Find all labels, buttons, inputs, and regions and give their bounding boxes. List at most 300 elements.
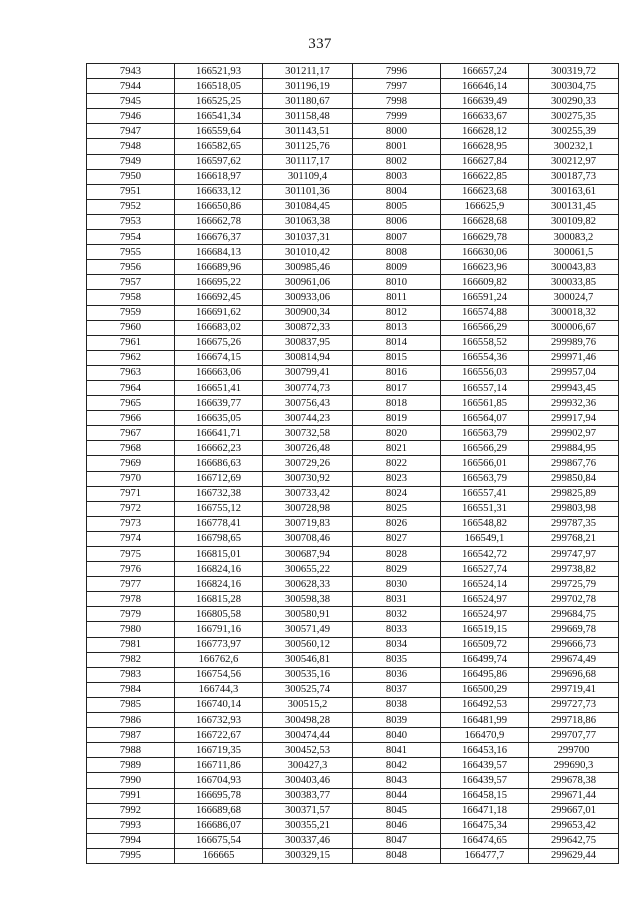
x-coordinate-left-cell: 166740,14 xyxy=(175,697,263,712)
point-number-right-cell: 8009 xyxy=(353,260,441,275)
x-coordinate-right-cell: 166628,68 xyxy=(441,214,529,229)
x-coordinate-right-cell: 166657,24 xyxy=(441,64,529,79)
table-row xyxy=(87,471,619,486)
table-row xyxy=(87,788,619,803)
x-coordinate-right-cell: 166470,9 xyxy=(441,728,529,743)
y-coordinate-left-cell: 300719,83 xyxy=(263,516,353,531)
table-row xyxy=(87,713,619,728)
y-coordinate-left-cell: 300498,28 xyxy=(263,713,353,728)
x-coordinate-left-cell: 166674,15 xyxy=(175,350,263,365)
point-number-left-cell: 7979 xyxy=(87,607,175,622)
y-coordinate-left-cell: 300933,06 xyxy=(263,290,353,305)
point-number-right-cell: 7997 xyxy=(353,79,441,94)
point-number-left-cell: 7991 xyxy=(87,788,175,803)
x-coordinate-left-cell: 166712,69 xyxy=(175,471,263,486)
point-number-right-cell: 8048 xyxy=(353,848,441,863)
x-coordinate-right-cell: 166439,57 xyxy=(441,758,529,773)
x-coordinate-right-cell: 166561,85 xyxy=(441,396,529,411)
point-number-left-cell: 7949 xyxy=(87,154,175,169)
y-coordinate-right-cell: 299669,78 xyxy=(529,622,619,637)
y-coordinate-right-cell: 300033,85 xyxy=(529,275,619,290)
table-row xyxy=(87,64,619,79)
y-coordinate-left-cell: 300329,15 xyxy=(263,848,353,863)
point-number-left-cell: 7995 xyxy=(87,848,175,863)
coordinates-table xyxy=(86,63,619,864)
x-coordinate-right-cell: 166627,84 xyxy=(441,154,529,169)
y-coordinate-right-cell: 299727,73 xyxy=(529,697,619,712)
table-row xyxy=(87,396,619,411)
point-number-right-cell: 8015 xyxy=(353,350,441,365)
y-coordinate-left-cell: 300452,53 xyxy=(263,743,353,758)
y-coordinate-right-cell: 300043,83 xyxy=(529,260,619,275)
table-row xyxy=(87,184,619,199)
point-number-left-cell: 7952 xyxy=(87,199,175,214)
table-row xyxy=(87,818,619,833)
y-coordinate-left-cell: 300730,92 xyxy=(263,471,353,486)
table-row xyxy=(87,169,619,184)
y-coordinate-right-cell: 300319,72 xyxy=(529,64,619,79)
x-coordinate-right-cell: 166556,03 xyxy=(441,365,529,380)
y-coordinate-left-cell: 300535,16 xyxy=(263,667,353,682)
table-row xyxy=(87,335,619,350)
y-coordinate-right-cell: 300006,67 xyxy=(529,320,619,335)
table-row xyxy=(87,743,619,758)
point-number-right-cell: 8000 xyxy=(353,124,441,139)
x-coordinate-right-cell: 166625,9 xyxy=(441,199,529,214)
x-coordinate-left-cell: 166651,41 xyxy=(175,380,263,395)
point-number-right-cell: 8033 xyxy=(353,622,441,637)
point-number-right-cell: 8024 xyxy=(353,486,441,501)
x-coordinate-left-cell: 166675,54 xyxy=(175,833,263,848)
table-row xyxy=(87,486,619,501)
point-number-right-cell: 8045 xyxy=(353,803,441,818)
point-number-left-cell: 7958 xyxy=(87,290,175,305)
y-coordinate-right-cell: 300255,39 xyxy=(529,124,619,139)
point-number-right-cell: 8046 xyxy=(353,818,441,833)
x-coordinate-right-cell: 166591,24 xyxy=(441,290,529,305)
table-row xyxy=(87,230,619,245)
point-number-left-cell: 7972 xyxy=(87,501,175,516)
point-number-left-cell: 7988 xyxy=(87,743,175,758)
x-coordinate-right-cell: 166630,06 xyxy=(441,245,529,260)
x-coordinate-left-cell: 166521,93 xyxy=(175,64,263,79)
y-coordinate-left-cell: 301196,19 xyxy=(263,79,353,94)
table-row xyxy=(87,350,619,365)
x-coordinate-left-cell: 166663,06 xyxy=(175,365,263,380)
x-coordinate-right-cell: 166566,01 xyxy=(441,456,529,471)
table-row xyxy=(87,365,619,380)
table-row xyxy=(87,214,619,229)
point-number-left-cell: 7947 xyxy=(87,124,175,139)
y-coordinate-left-cell: 300355,21 xyxy=(263,818,353,833)
point-number-left-cell: 7994 xyxy=(87,833,175,848)
x-coordinate-left-cell: 166762,6 xyxy=(175,652,263,667)
x-coordinate-left-cell: 166541,34 xyxy=(175,109,263,124)
table-row xyxy=(87,516,619,531)
x-coordinate-left-cell: 166683,02 xyxy=(175,320,263,335)
y-coordinate-left-cell: 300732,58 xyxy=(263,426,353,441)
x-coordinate-left-cell: 166704,93 xyxy=(175,773,263,788)
table-row xyxy=(87,199,619,214)
y-coordinate-left-cell: 300733,42 xyxy=(263,486,353,501)
point-number-right-cell: 8004 xyxy=(353,184,441,199)
x-coordinate-left-cell: 166815,28 xyxy=(175,592,263,607)
point-number-right-cell: 8035 xyxy=(353,652,441,667)
y-coordinate-left-cell: 300744,23 xyxy=(263,411,353,426)
x-coordinate-left-cell: 166824,16 xyxy=(175,562,263,577)
point-number-right-cell: 8031 xyxy=(353,592,441,607)
y-coordinate-left-cell: 300729,26 xyxy=(263,456,353,471)
point-number-left-cell: 7983 xyxy=(87,667,175,682)
x-coordinate-left-cell: 166684,13 xyxy=(175,245,263,260)
x-coordinate-right-cell: 166557,41 xyxy=(441,486,529,501)
x-coordinate-left-cell: 166686,63 xyxy=(175,456,263,471)
table-row xyxy=(87,531,619,546)
point-number-left-cell: 7985 xyxy=(87,697,175,712)
y-coordinate-left-cell: 300598,38 xyxy=(263,592,353,607)
table-row xyxy=(87,833,619,848)
point-number-left-cell: 7961 xyxy=(87,335,175,350)
y-coordinate-right-cell: 299989,76 xyxy=(529,335,619,350)
x-coordinate-right-cell: 166646,14 xyxy=(441,79,529,94)
table-row xyxy=(87,758,619,773)
table-row xyxy=(87,728,619,743)
point-number-right-cell: 8001 xyxy=(353,139,441,154)
point-number-left-cell: 7956 xyxy=(87,260,175,275)
y-coordinate-left-cell: 300837,95 xyxy=(263,335,353,350)
point-number-right-cell: 8013 xyxy=(353,320,441,335)
point-number-left-cell: 7969 xyxy=(87,456,175,471)
y-coordinate-right-cell: 299867,76 xyxy=(529,456,619,471)
table-row xyxy=(87,109,619,124)
point-number-left-cell: 7963 xyxy=(87,365,175,380)
point-number-right-cell: 7999 xyxy=(353,109,441,124)
x-coordinate-right-cell: 166471,18 xyxy=(441,803,529,818)
x-coordinate-left-cell: 166815,01 xyxy=(175,547,263,562)
table-row xyxy=(87,622,619,637)
y-coordinate-right-cell: 299747,97 xyxy=(529,547,619,562)
table-row xyxy=(87,562,619,577)
x-coordinate-right-cell: 166527,74 xyxy=(441,562,529,577)
point-number-left-cell: 7945 xyxy=(87,94,175,109)
y-coordinate-right-cell: 299803,98 xyxy=(529,501,619,516)
table-row xyxy=(87,682,619,697)
point-number-right-cell: 8043 xyxy=(353,773,441,788)
y-coordinate-right-cell: 299667,01 xyxy=(529,803,619,818)
point-number-left-cell: 7950 xyxy=(87,169,175,184)
x-coordinate-right-cell: 166477,7 xyxy=(441,848,529,863)
point-number-right-cell: 8019 xyxy=(353,411,441,426)
point-number-right-cell: 8018 xyxy=(353,396,441,411)
y-coordinate-left-cell: 300687,94 xyxy=(263,547,353,562)
point-number-right-cell: 8026 xyxy=(353,516,441,531)
y-coordinate-left-cell: 300728,98 xyxy=(263,501,353,516)
point-number-left-cell: 7964 xyxy=(87,380,175,395)
y-coordinate-left-cell: 301109,4 xyxy=(263,169,353,184)
point-number-right-cell: 8029 xyxy=(353,562,441,577)
y-coordinate-left-cell: 301037,31 xyxy=(263,230,353,245)
y-coordinate-right-cell: 299943,45 xyxy=(529,380,619,395)
table-row xyxy=(87,637,619,652)
table-row xyxy=(87,94,619,109)
y-coordinate-right-cell: 299719,41 xyxy=(529,682,619,697)
y-coordinate-left-cell: 300580,91 xyxy=(263,607,353,622)
point-number-left-cell: 7948 xyxy=(87,139,175,154)
y-coordinate-right-cell: 299957,04 xyxy=(529,365,619,380)
table-row xyxy=(87,803,619,818)
x-coordinate-right-cell: 166554,36 xyxy=(441,350,529,365)
table-row xyxy=(87,305,619,320)
y-coordinate-right-cell: 299707,77 xyxy=(529,728,619,743)
y-coordinate-right-cell: 300290,33 xyxy=(529,94,619,109)
y-coordinate-right-cell: 300131,45 xyxy=(529,199,619,214)
x-coordinate-right-cell: 166439,57 xyxy=(441,773,529,788)
y-coordinate-left-cell: 300900,34 xyxy=(263,305,353,320)
point-number-left-cell: 7955 xyxy=(87,245,175,260)
y-coordinate-right-cell: 299671,44 xyxy=(529,788,619,803)
point-number-left-cell: 7976 xyxy=(87,562,175,577)
x-coordinate-left-cell: 166778,41 xyxy=(175,516,263,531)
y-coordinate-right-cell: 299787,35 xyxy=(529,516,619,531)
y-coordinate-left-cell: 301211,17 xyxy=(263,64,353,79)
y-coordinate-left-cell: 300560,12 xyxy=(263,637,353,652)
point-number-left-cell: 7962 xyxy=(87,350,175,365)
y-coordinate-left-cell: 300814,94 xyxy=(263,350,353,365)
x-coordinate-left-cell: 166732,93 xyxy=(175,713,263,728)
y-coordinate-right-cell: 299850,84 xyxy=(529,471,619,486)
x-coordinate-right-cell: 166566,29 xyxy=(441,320,529,335)
x-coordinate-right-cell: 166495,86 xyxy=(441,667,529,682)
table-row xyxy=(87,456,619,471)
x-coordinate-left-cell: 166754,56 xyxy=(175,667,263,682)
point-number-right-cell: 7996 xyxy=(353,64,441,79)
table-row xyxy=(87,547,619,562)
point-number-right-cell: 8027 xyxy=(353,531,441,546)
point-number-left-cell: 7943 xyxy=(87,64,175,79)
y-coordinate-right-cell: 299642,75 xyxy=(529,833,619,848)
y-coordinate-left-cell: 301010,42 xyxy=(263,245,353,260)
point-number-left-cell: 7982 xyxy=(87,652,175,667)
x-coordinate-right-cell: 166499,74 xyxy=(441,652,529,667)
x-coordinate-right-cell: 166623,68 xyxy=(441,184,529,199)
x-coordinate-left-cell: 166689,96 xyxy=(175,260,263,275)
point-number-left-cell: 7980 xyxy=(87,622,175,637)
x-coordinate-right-cell: 166563,79 xyxy=(441,426,529,441)
x-coordinate-right-cell: 166551,31 xyxy=(441,501,529,516)
point-number-right-cell: 8023 xyxy=(353,471,441,486)
y-coordinate-right-cell: 299696,68 xyxy=(529,667,619,682)
x-coordinate-left-cell: 166597,62 xyxy=(175,154,263,169)
y-coordinate-left-cell: 300774,73 xyxy=(263,380,353,395)
y-coordinate-left-cell: 301158,48 xyxy=(263,109,353,124)
point-number-left-cell: 7944 xyxy=(87,79,175,94)
y-coordinate-right-cell: 299700 xyxy=(529,743,619,758)
x-coordinate-right-cell: 166558,52 xyxy=(441,335,529,350)
x-coordinate-left-cell: 166633,12 xyxy=(175,184,263,199)
table-row xyxy=(87,577,619,592)
x-coordinate-left-cell: 166686,07 xyxy=(175,818,263,833)
x-coordinate-right-cell: 166629,78 xyxy=(441,230,529,245)
x-coordinate-right-cell: 166548,82 xyxy=(441,516,529,531)
point-number-left-cell: 7978 xyxy=(87,592,175,607)
point-number-left-cell: 7992 xyxy=(87,803,175,818)
point-number-left-cell: 7967 xyxy=(87,426,175,441)
y-coordinate-left-cell: 300961,06 xyxy=(263,275,353,290)
table-row xyxy=(87,290,619,305)
point-number-right-cell: 8032 xyxy=(353,607,441,622)
x-coordinate-left-cell: 166695,78 xyxy=(175,788,263,803)
y-coordinate-right-cell: 299884,95 xyxy=(529,441,619,456)
y-coordinate-left-cell: 300546,81 xyxy=(263,652,353,667)
point-number-right-cell: 8014 xyxy=(353,335,441,350)
point-number-left-cell: 7957 xyxy=(87,275,175,290)
point-number-right-cell: 8002 xyxy=(353,154,441,169)
y-coordinate-right-cell: 299725,79 xyxy=(529,577,619,592)
y-coordinate-left-cell: 301117,17 xyxy=(263,154,353,169)
table-row xyxy=(87,411,619,426)
point-number-left-cell: 7993 xyxy=(87,818,175,833)
x-coordinate-right-cell: 166633,67 xyxy=(441,109,529,124)
x-coordinate-right-cell: 166574,88 xyxy=(441,305,529,320)
point-number-left-cell: 7970 xyxy=(87,471,175,486)
y-coordinate-right-cell: 299902,97 xyxy=(529,426,619,441)
point-number-right-cell: 7998 xyxy=(353,94,441,109)
point-number-right-cell: 8008 xyxy=(353,245,441,260)
y-coordinate-left-cell: 300628,33 xyxy=(263,577,353,592)
table-row xyxy=(87,667,619,682)
point-number-right-cell: 8011 xyxy=(353,290,441,305)
x-coordinate-left-cell: 166650,86 xyxy=(175,199,263,214)
y-coordinate-left-cell: 300403,46 xyxy=(263,773,353,788)
point-number-left-cell: 7946 xyxy=(87,109,175,124)
page-number: 337 xyxy=(308,36,332,52)
y-coordinate-right-cell: 299971,46 xyxy=(529,350,619,365)
y-coordinate-right-cell: 299917,94 xyxy=(529,411,619,426)
point-number-right-cell: 8010 xyxy=(353,275,441,290)
x-coordinate-left-cell: 166773,97 xyxy=(175,637,263,652)
x-coordinate-right-cell: 166453,16 xyxy=(441,743,529,758)
y-coordinate-left-cell: 300985,46 xyxy=(263,260,353,275)
x-coordinate-right-cell: 166566,29 xyxy=(441,441,529,456)
point-number-right-cell: 8038 xyxy=(353,697,441,712)
x-coordinate-left-cell: 166665 xyxy=(175,848,263,863)
x-coordinate-right-cell: 166622,85 xyxy=(441,169,529,184)
y-coordinate-left-cell: 300371,57 xyxy=(263,803,353,818)
table-row xyxy=(87,79,619,94)
x-coordinate-left-cell: 166662,78 xyxy=(175,214,263,229)
x-coordinate-right-cell: 166549,1 xyxy=(441,531,529,546)
x-coordinate-right-cell: 166524,97 xyxy=(441,607,529,622)
y-coordinate-right-cell: 299702,78 xyxy=(529,592,619,607)
point-number-left-cell: 7986 xyxy=(87,713,175,728)
y-coordinate-left-cell: 300383,77 xyxy=(263,788,353,803)
y-coordinate-right-cell: 300304,75 xyxy=(529,79,619,94)
x-coordinate-right-cell: 166563,79 xyxy=(441,471,529,486)
x-coordinate-right-cell: 166639,49 xyxy=(441,94,529,109)
point-number-right-cell: 8016 xyxy=(353,365,441,380)
x-coordinate-left-cell: 166662,23 xyxy=(175,441,263,456)
x-coordinate-right-cell: 166623,96 xyxy=(441,260,529,275)
point-number-left-cell: 7965 xyxy=(87,396,175,411)
table-row xyxy=(87,380,619,395)
y-coordinate-left-cell: 301063,38 xyxy=(263,214,353,229)
table-row xyxy=(87,245,619,260)
point-number-right-cell: 8044 xyxy=(353,788,441,803)
table-row xyxy=(87,154,619,169)
point-number-left-cell: 7954 xyxy=(87,230,175,245)
point-number-right-cell: 8036 xyxy=(353,667,441,682)
x-coordinate-right-cell: 166524,14 xyxy=(441,577,529,592)
point-number-left-cell: 7974 xyxy=(87,531,175,546)
point-number-right-cell: 8003 xyxy=(353,169,441,184)
x-coordinate-left-cell: 166675,26 xyxy=(175,335,263,350)
table-row xyxy=(87,607,619,622)
point-number-right-cell: 8006 xyxy=(353,214,441,229)
y-coordinate-left-cell: 300571,49 xyxy=(263,622,353,637)
y-coordinate-right-cell: 299718,86 xyxy=(529,713,619,728)
y-coordinate-left-cell: 300337,46 xyxy=(263,833,353,848)
x-coordinate-left-cell: 166691,62 xyxy=(175,305,263,320)
y-coordinate-right-cell: 300109,82 xyxy=(529,214,619,229)
y-coordinate-left-cell: 301084,45 xyxy=(263,199,353,214)
x-coordinate-left-cell: 166559,64 xyxy=(175,124,263,139)
x-coordinate-left-cell: 166692,45 xyxy=(175,290,263,305)
point-number-right-cell: 8025 xyxy=(353,501,441,516)
x-coordinate-left-cell: 166639,77 xyxy=(175,396,263,411)
x-coordinate-left-cell: 166635,05 xyxy=(175,411,263,426)
y-coordinate-right-cell: 299678,38 xyxy=(529,773,619,788)
point-number-right-cell: 8042 xyxy=(353,758,441,773)
x-coordinate-right-cell: 166474,65 xyxy=(441,833,529,848)
x-coordinate-right-cell: 166475,34 xyxy=(441,818,529,833)
x-coordinate-left-cell: 166824,16 xyxy=(175,577,263,592)
table-row xyxy=(87,139,619,154)
table-row xyxy=(87,848,619,863)
table-row xyxy=(87,124,619,139)
y-coordinate-right-cell: 300018,32 xyxy=(529,305,619,320)
x-coordinate-right-cell: 166519,15 xyxy=(441,622,529,637)
y-coordinate-right-cell: 299825,89 xyxy=(529,486,619,501)
y-coordinate-left-cell: 300872,33 xyxy=(263,320,353,335)
point-number-right-cell: 8012 xyxy=(353,305,441,320)
point-number-right-cell: 8039 xyxy=(353,713,441,728)
y-coordinate-left-cell: 301180,67 xyxy=(263,94,353,109)
y-coordinate-left-cell: 300515,2 xyxy=(263,697,353,712)
point-number-right-cell: 8005 xyxy=(353,199,441,214)
y-coordinate-right-cell: 300083,2 xyxy=(529,230,619,245)
table-row xyxy=(87,697,619,712)
y-coordinate-right-cell: 300212,97 xyxy=(529,154,619,169)
x-coordinate-left-cell: 166618,97 xyxy=(175,169,263,184)
point-number-left-cell: 7984 xyxy=(87,682,175,697)
point-number-left-cell: 7951 xyxy=(87,184,175,199)
y-coordinate-left-cell: 300474,44 xyxy=(263,728,353,743)
x-coordinate-left-cell: 166805,58 xyxy=(175,607,263,622)
x-coordinate-left-cell: 166676,37 xyxy=(175,230,263,245)
y-coordinate-right-cell: 300232,1 xyxy=(529,139,619,154)
y-coordinate-left-cell: 301101,36 xyxy=(263,184,353,199)
point-number-left-cell: 7960 xyxy=(87,320,175,335)
point-number-left-cell: 7975 xyxy=(87,547,175,562)
x-coordinate-right-cell: 166557,14 xyxy=(441,380,529,395)
table-row xyxy=(87,275,619,290)
point-number-left-cell: 7987 xyxy=(87,728,175,743)
x-coordinate-right-cell: 166609,82 xyxy=(441,275,529,290)
x-coordinate-right-cell: 166628,95 xyxy=(441,139,529,154)
x-coordinate-left-cell: 166641,71 xyxy=(175,426,263,441)
x-coordinate-left-cell: 166798,65 xyxy=(175,531,263,546)
x-coordinate-right-cell: 166564,07 xyxy=(441,411,529,426)
